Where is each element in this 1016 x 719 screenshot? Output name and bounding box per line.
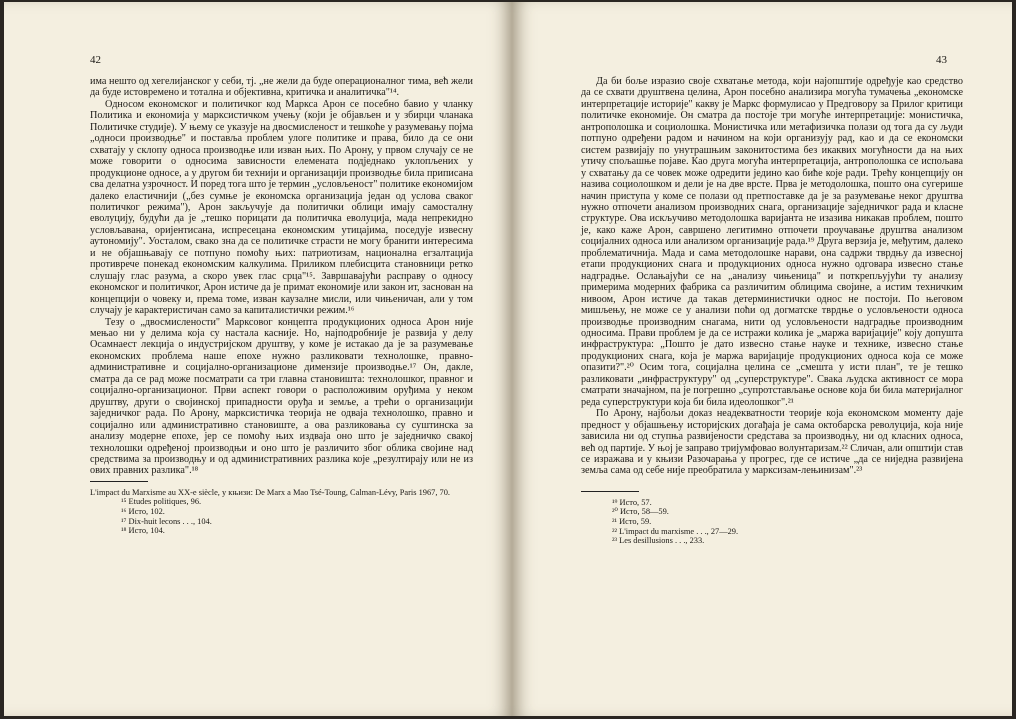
footnote: ²³ Les desillusions . . ., 233. bbox=[612, 536, 705, 546]
footnote: ¹⁹ Исто, 57. bbox=[612, 497, 652, 507]
footnote-rule bbox=[90, 481, 148, 482]
body-text bbox=[90, 76, 473, 536]
right-page bbox=[512, 2, 1012, 716]
left-page bbox=[4, 2, 512, 716]
paragraph: има нешто од хегелијанског у себи, тј. „не жели да буде операционалног тима, већ жели да буде истовремено и тотална и објективна, критичка и аналитичка"¹⁴. bbox=[90, 76, 473, 99]
page-number: 43 bbox=[936, 54, 947, 66]
paragraph: По Арону, најбољи доказ неадекватности теорије која економском моменту даје предност у објашњењу историјских догађаја је сама октобарска револуција, која није зависила ни од ступња развијености средстава за производњу, ни од класних односа, већ од партије. У њој је заправо тријумфовао волунтаризам.²² Сличан, али општији став се изражава и у књизи Разочарања у прогрес, где се истиче „да се ниједна развијена земља сама од себе није преобратила у марксизам-лењинизам".²³ bbox=[581, 408, 963, 477]
page-number: 42 bbox=[90, 54, 101, 66]
footnote: ¹⁷ Dix-huit lecons . . ., 104. bbox=[121, 516, 212, 526]
footnote: ²⁰ Исто, 58—59. bbox=[612, 507, 669, 517]
paragraph: Да би боље изразио своје схватање метода, који најопштије одређује као средство да се схвати друштвена целина, Арон посебно анализира могућа тумачења „економске интерпретације историје" какву је Маркс формулисао у Предговору за Прилог критици политичке економије. Он смaтра да постоје три могуће интерпретације: монистичка, антрополошка и социолошка. Монистичка или метафизичка полази од тога да су људи потпуно одређени радом и начином на који организују рад, као и да се економски систем развијају по унутрашњим законитостима без икаквих могућности да на њих утичу спољашње појаве. Као друга могућа интерпретација, антрополошка се испољава у схватању да се човек може одредити једино као биће које ради. Трећу концепцију он назива социолошком и дели је на две врсте. Прва је методолошка, пошто она сугерише начин приступа у коме се полази од претпоставке да је за разумевање неког друштва нужно отпочети анализом производних снага, организације заједничког рада и класне структуре. Ова искључиво методолошка варијанта не изазива никакав проблем, пошто је, како каже Арон, савршено легитимно отпочети проучавање друштва анализом социјалних односа или анализом организације рада.¹⁹ Друга верзија је, међутим, далеко проблематичнија. Мада и сама методолошке нарави, она садржи тврдњу да извесној етапи продукционих снага и продукционих односа нужно одговара извесно стање надградње. Ослањајући се на „анализу чињеница" и поткрепљујући ту анализу примерима модерних фабрика са различитим облицима својине, а истим техничким нивоом, Арон истиче да такав детерминистички однос не постоји. По његовом мишљењу, не може се у анализи поћи од догматске тврдње о условљености односа производње производним снагама, нити од условљености надградње производним односима. Прави проблем је да се истражи колика је „маржа варијације" коју допушта инфраструктура: „Пошто је дато извесно стање науке и технике, извесно стање продукционих снага, која је маржа варијације продукционих односа која се може опазити?".²⁰ Осим тога, социјална целина се „смешта у исти план", те је тешко разликовати „инфраструктуру" од „суперструктуре". Свака људска активност се мора сматрати значајном, па је погрешно „супротстављање основе која би била материјалног реда суперструктури која би била идеолошког".²¹ bbox=[581, 76, 963, 408]
paragraph: Односом економског и политичког код Маркса Арон се посебно бавио у чланку Политика и економија у марксистичком учењу (који је објављен и у збирци чланака Политичке студије). У њему се указује на двосмисленост и тешкоће у разумевању појма „односи производње" и поставља проблем улоге политике и права, било да се они схватају у склопу односа производње или изван њих. По Арону, у првом случају се не може говорити о односима зависности елемената подједнако уклопљених у продукционе односе, а у другом би технији и организацији производње била приписана сва делатна узрочност. И поред тога што је термин „условљеност" политике економијом далеко еластичнији („без сумње је економска организација један од услова сваког политичког режима"), Арон закључује да политички облици имају самосталну еволуцију, будући да је „тешко порицати да политичка еволуција, мада непрекидно условљавана, оријентисана, испресецана економским утицајима, поседује извесну аутономију". Уосталом, свако зна да се политичке страсти не могу бранити интересима и не објашњавају се потпуно помоћу њих: патриотизам, национална егзалтација противрече понекад економским калкулима. Приликом плебисцита становници ретко слушају глас разума, а скоро увек глас срца"¹⁵. Завршавајући расправу о односу економског и политичког, Арон истиче да је примат економије или закон ит, заснован на концепцији о човеку и, према томе, изван каузалне мисли, или чињеничан, али у том случају је карактеристичан само за капиталистички режим.¹⁶ bbox=[90, 98, 474, 317]
footnote: ¹⁶ Исто, 102. bbox=[121, 507, 165, 517]
footnote: ¹⁵ Etudes politiques, 96. bbox=[121, 497, 202, 507]
footnote: ²² L'impact du marxisme . . ., 27—29. bbox=[612, 526, 739, 536]
footnote: ²¹ Исто, 59. bbox=[612, 517, 652, 527]
footnote: L'impact du Marxisme au XX-e siècle, у књизи: De Marx a Mao Tsé-Toung, Calman-Lévy, Paris 1967, 70. bbox=[90, 487, 450, 497]
body-text bbox=[581, 76, 963, 546]
paragraph: Тезу о „двосмислености" Марксовог концепта продукционих односа Арон није мењао ни у делима која су настала касније. Но, најподробније је развија у делу Осамнаест лекција о индустријском друштву, у коме је истакао да је за разумевање економских проблема наше епохе нужно разликовати технолошке, правно-административне и социјално-организационе димензије производње.¹⁷ Он, дакле, смaтра да се рад може посматрати са три главна становишта: технолошког, правног и социјално-организационог. Први аспект говори о расположивим оруђима у неком друштву, други о својинској припадности оруђа и земље, а трећи о организацији заједничког рада. По Арону, марксистичка теорија не одваја технолошко, правно и социјално или административно становиште, а ова разликовања су суштинска за анализу модерне епохе, јер се помоћу њих издваја оно што је заједничко свакој технолошки одређеној производњи и оно што је различито због облика својине над средствима за производњу и од административних разлика које „резултирају или не из ових правних разлика".¹⁸ bbox=[90, 316, 473, 477]
footnote-rule bbox=[581, 491, 639, 492]
footnote: ¹⁸ Исто, 104. bbox=[121, 526, 165, 536]
